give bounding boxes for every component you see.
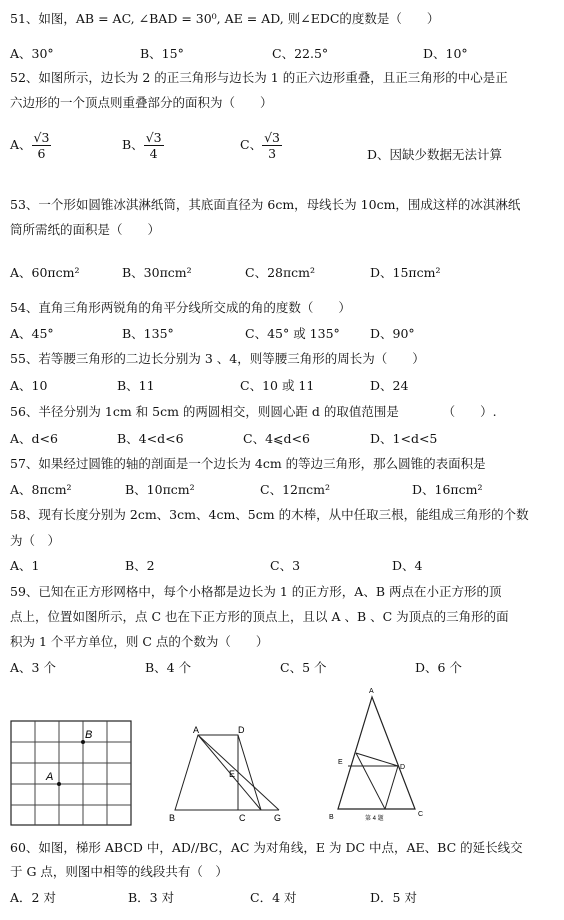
q58-option-d: D、4 — [392, 558, 423, 573]
q52-option-a: A、 $\frac{√3}{6}$ — [10, 130, 50, 161]
q60-option-d: D．5 对 — [370, 890, 417, 905]
trap-label-d: D — [238, 725, 245, 735]
q60-option-a: A．2 对 — [10, 890, 56, 905]
q57-option-c: C、12πcm² — [260, 482, 331, 497]
q56-option-b: B、4<d<6 — [117, 431, 184, 446]
q55-option-d: D、24 — [370, 378, 409, 393]
q53-option-d: D、15πcm² — [370, 265, 441, 280]
q52-stem-2: 六边形的一个顶点则重叠部分的面积为（ ） — [10, 95, 273, 110]
q53-stem-2: 筒所需纸的面积是（ ） — [10, 222, 161, 237]
q53-option-b: B、30πcm² — [122, 265, 192, 280]
q52-stem-1: 52、如图所示，边长为 2 的正三角形与边长为 1 的正六边形重叠，且正三角形的中心是正 — [10, 70, 508, 85]
trap-label-b: B — [169, 813, 176, 822]
trap-label-a: A — [193, 725, 200, 735]
tri-caption: 第 4 题 — [365, 816, 384, 822]
q52-option-b: B、 $\frac{√3}{4}$ — [122, 130, 162, 161]
q60-stem-2: 于 G 点，则图中相等的线段共有（ ） — [10, 864, 228, 879]
q58-option-b: B、2 — [125, 558, 155, 573]
q51-stem: 51、如图，AB = AC, ∠BAD = 30⁰, AE = AD, 则∠EDC的度数是（ ） — [10, 11, 440, 26]
q58-stem-2: 为（ ） — [10, 533, 61, 548]
q56-option-c: C、4⩽d<6 — [243, 431, 310, 446]
q54-option-c: C、45° 或 135° — [245, 326, 340, 341]
q52-option-d: D、因缺少数据无法计算 — [367, 147, 503, 162]
q60-option-b: B．3 对 — [128, 890, 175, 905]
q60-option-c: C．4 对 — [250, 890, 297, 905]
q53-option-c: C、28πcm² — [245, 265, 316, 280]
q58-stem-1: 58、现有长度分别为 2cm、3cm、4cm、5cm 的木棒，从中任取三根，能组成三角形的个数 — [10, 507, 529, 522]
q57-option-a: A、8πcm² — [10, 482, 72, 497]
tri-label-a: A — [369, 688, 374, 695]
q54-option-b: B、135° — [122, 326, 174, 341]
q53-stem-1: 53、一个形如圆锥冰淇淋纸筒，其底面直径为 6cm，母线长为 10cm，围成这样的冰淇淋纸 — [10, 197, 521, 212]
q57-option-b: B、10πcm² — [125, 482, 195, 497]
q55-option-c: C、10 或 11 — [240, 378, 315, 393]
q59-option-a: A、3 个 — [10, 660, 56, 675]
q59-stem-2: 点上，位置如图所示，点 C 也在下正方形的顶点上，且以 A 、B 、C 为顶点的三角形的面 — [10, 609, 509, 624]
q59-option-b: B、4 个 — [145, 660, 192, 675]
q54-option-a: A、45° — [10, 326, 54, 341]
grid-label-a: A — [46, 771, 54, 783]
q56-stem: 56、半径分别为 1cm 和 5cm 的两圆相交，则圆心距 d 的取值范围是 （ ）. — [10, 404, 497, 419]
q57-option-d: D、16πcm² — [412, 482, 483, 497]
q53-option-a: A、60πcm² — [10, 265, 80, 280]
q55-option-b: B、11 — [117, 378, 155, 393]
q59-option-c: C、5 个 — [280, 660, 327, 675]
q51-option-b: B、15° — [140, 46, 184, 61]
trap-label-e: E — [229, 769, 236, 779]
q59-stem-3: 积为 1 个平方单位，则 C 点的个数为（ ） — [10, 634, 269, 649]
trap-label-c: C — [239, 813, 246, 822]
tri-label-d: D — [400, 764, 406, 771]
tri-label-c: C — [418, 811, 424, 818]
q51-option-a: A、30° — [10, 46, 54, 61]
q54-stem: 54、直角三角形两锐角的角平分线所交成的角的度数（ ） — [10, 300, 351, 315]
q51-option-c: C、22.5° — [272, 46, 329, 61]
q55-stem: 55、若等腰三角形的二边长分别为 3 、4，则等腰三角形的周长为（ ） — [10, 351, 425, 366]
trapezoid-figure — [165, 722, 290, 822]
q54-option-d: D、90° — [370, 326, 415, 341]
q56-option-d: D、1<d<5 — [370, 431, 438, 446]
q59-option-d: D、6 个 — [415, 660, 462, 675]
tri-label-e: E — [338, 759, 343, 766]
q55-option-a: A、10 — [10, 378, 48, 393]
grid-figure — [8, 718, 134, 830]
q56-option-a: A、d<6 — [10, 431, 58, 446]
q51-option-d: D、10° — [423, 46, 468, 61]
q59-stem-1: 59、已知在正方形网格中，每个小格都是边长为 1 的正方形，A、B 两点在小正方形的顶 — [10, 584, 502, 599]
q52-option-c: C、 $\frac{√3}{3}$ — [240, 130, 280, 161]
grid-label-b: B — [85, 729, 93, 741]
q60-stem-1: 60、如图，梯形 ABCD 中，AD//BC，AC 为对角线，E 为 DC 中点，AE、BC 的延长线交 — [10, 840, 523, 855]
q58-option-a: A、1 — [10, 558, 40, 573]
q57-stem: 57、如果经过圆锥的轴的剖面是一个边长为 4cm 的等边三角形，那么圆锥的表面积是 — [10, 456, 486, 471]
triangle-figure — [325, 685, 440, 825]
tri-label-b: B — [329, 814, 334, 821]
trap-label-g: G — [274, 813, 282, 822]
q58-option-c: C、3 — [270, 558, 301, 573]
